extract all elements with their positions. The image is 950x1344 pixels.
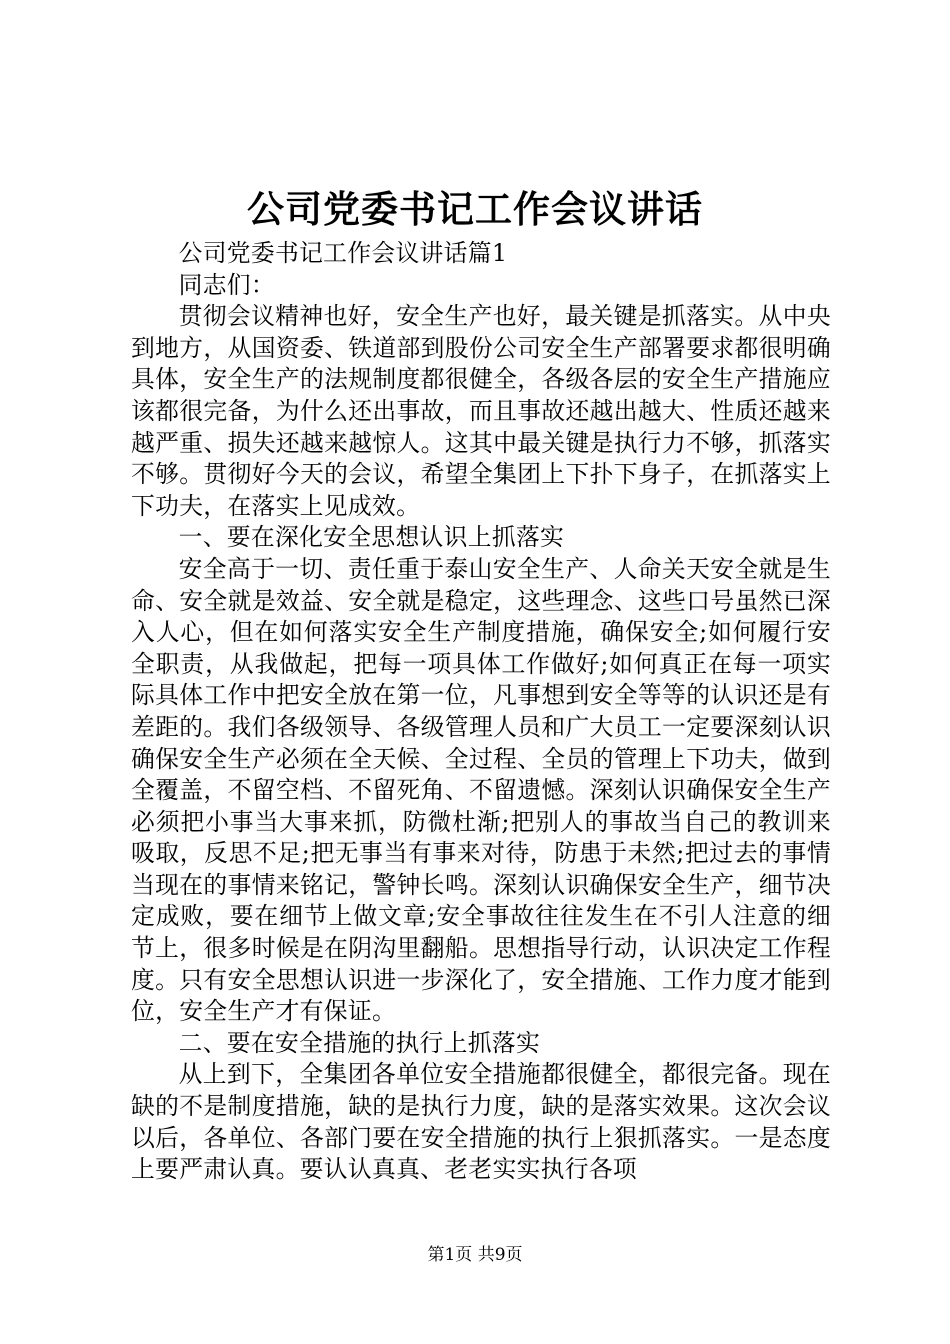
- section-heading-1: 一、要在深化安全思想认识上抓落实: [178, 523, 565, 552]
- document-title: 公司党委书记工作会议讲话: [247, 187, 703, 231]
- paragraph-greeting: 同志们：: [178, 270, 275, 299]
- paragraph-section-1: 安全高于一切、责任重于泰山安全生产、人命关天安全就是生命、安全就是效益、安全就是稳定，这些理念、这些口号虽然已深入人心，但在如何落实安全生产制度措施，确保安全;如何履行安全职责，从我做起，把每一项具体工作做好;如何真正在每一项实际具体工作中把安全放在第一位，凡事想到安全等等的认识还是有差距的。我们各级领导、各级管理人员和广大员工一定要深刻认识确保安全生产必须在全天候、全过程、全员的管理上下功夫，做到全覆盖，不留空档、不留死角、不留遗憾。深刻认识确保安全生产必须把小事当大事来抓，防微杜渐;把别人的事故当自己的教训来吸取，反思不足;把无事当有事来对待，防患于未然;把过去的事情当现在的事情来铭记，警钟长鸣。深刻认识确保安全生产，细节决定成败，要在细节上做文章;安全事故往往发生在不引人注意的细节上，很多时候是在阴沟里翻船。思想指导行动，认识决定工作程度。只有安全思想认识进一步深化了，安全措施、工作力度才能到位，安全生产才有保证。: [131, 554, 831, 1026]
- page-footer: 第1页 共9页: [427, 1245, 523, 1265]
- paragraph-intro: 贯彻会议精神也好，安全生产也好，最关键是抓落实。从中央到地方，从国资委、铁道部到股份公司安全生产部署要求都很明确具体，安全生产的法规制度都很健全，各级各层的安全生产措施应该都很完备，为什么还出事故，而且事故还越出越大、性质还越来越严重、损失还越来越惊人。这其中最关键是执行力不够，抓落实不够。贯彻好今天的会议，希望全集团上下扑下身子，在抓落实上下功夫，在落实上见成效。: [131, 302, 831, 520]
- paragraph-section-2: 从上到下，全集团各单位安全措施都很健全，都很完备。现在缺的不是制度措施，缺的是执行力度，缺的是落实效果。这次会议以后，各单位、各部门要在安全措施的执行上狠抓落实。一是态度上要严肃认真。要认认真真、老老实实执行各项: [131, 1060, 831, 1184]
- document-body: [131, 238, 831, 1186]
- section-heading-2: 二、要在安全措施的执行上抓落实: [178, 1028, 541, 1057]
- paragraph-subtitle: 公司党委书记工作会议讲话篇1: [178, 239, 508, 267]
